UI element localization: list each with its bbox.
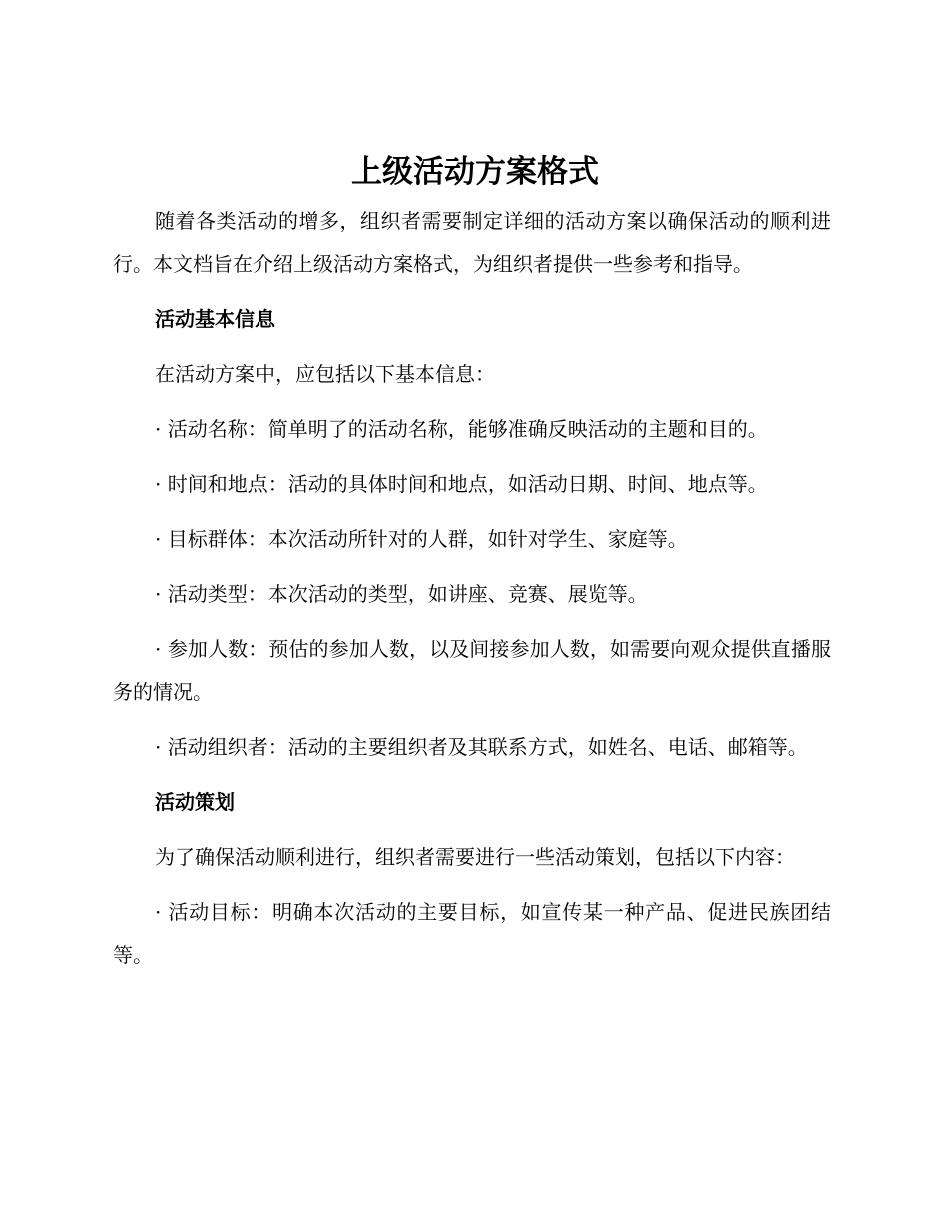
list-item: · 时间和地点：活动的具体时间和地点，如活动日期、时间、地点等。 — [155, 472, 768, 496]
intro-paragraph: 随着各类活动的增多，组织者需要制定详细的活动方案以确保活动的顺利进行。本文档旨在介绍上级活动方案格式，为组织者提供一些参考和指导。 — [113, 209, 831, 276]
list-item: · 活动目标：明确本次活动的主要目标，如宣传某一种产品、促进民族团结等。 — [113, 900, 831, 967]
section-lead-planning: 为了确保活动顺利进行，组织者需要进行一些活动策划，包括以下内容： — [155, 845, 795, 869]
section-lead-basic-info: 在活动方案中，应包括以下基本信息： — [155, 362, 495, 386]
list-item: · 活动组织者：活动的主要组织者及其联系方式，如姓名、电话、邮箱等。 — [155, 735, 808, 759]
list-item: · 活动类型：本次活动的类型，如讲座、竞赛、展览等。 — [155, 582, 648, 606]
list-item: · 目标群体：本次活动所针对的人群，如针对学生、家庭等。 — [155, 527, 688, 551]
section-heading-basic-info: 活动基本信息 — [155, 307, 275, 331]
list-item: · 活动名称：简单明了的活动名称，能够准确反映活动的主题和目的。 — [155, 417, 768, 441]
section-heading-planning: 活动策划 — [155, 790, 235, 814]
document-title: 上级活动方案格式 — [351, 154, 599, 190]
document-body — [113, 200, 831, 977]
list-item: · 参加人数：预估的参加人数，以及间接参加人数，如需要向观众提供直播服务的情况。 — [113, 637, 831, 704]
